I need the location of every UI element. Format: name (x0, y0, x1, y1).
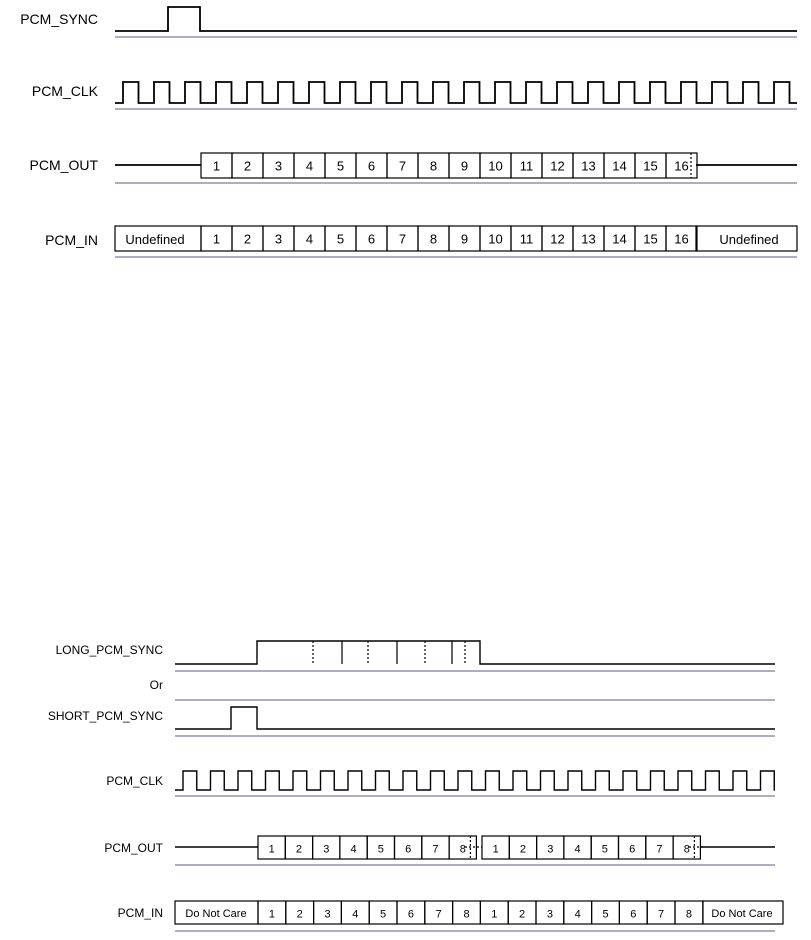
top-pcm-out-slot-label: 15 (643, 158, 658, 174)
bottom-pcm-out-slot-label: 8 (459, 843, 466, 856)
top-pcm-out-slot-label: 10 (488, 158, 503, 174)
bottom-pcm-out-slot-label: 2 (519, 843, 527, 856)
bottom-pcm-out-slot-label: 4 (350, 843, 357, 856)
top-pcm-in-slot-label: 15 (643, 231, 658, 247)
top-pcm-in-slot-label: 6 (367, 231, 376, 247)
bottom-pcm-in-slot-label: 6 (630, 908, 637, 921)
top-pcm-in-slot-label: 14 (612, 231, 627, 247)
bottom-pcm-out-slot-label: 2 (295, 843, 303, 856)
bottom-pcm-in-slot-label: 4 (352, 908, 359, 921)
bottom-pcm-in-slot-label: 7 (435, 908, 442, 921)
bottom-pcm-out-slot-label: 1 (492, 843, 499, 856)
top-timing-diagram (20, 7, 797, 257)
top-pcm-out-slot-label: 16 (674, 158, 689, 174)
top-pcm-in-slot-label: 2 (243, 231, 252, 247)
bottom-pcm-in-slot-label: 8 (685, 908, 692, 921)
top-pcm-in-slots (201, 226, 697, 251)
top-pcm-out-slots (201, 153, 697, 178)
bottom-pcm-in-slot-label: 3 (546, 908, 553, 921)
bottom-pcm-out-slot-label: 6 (405, 843, 412, 856)
top-pcm-in-slot-label: 3 (274, 231, 283, 247)
bottom-pcm-in-slots (258, 901, 703, 924)
bottom-pcm-in-slot-label: 7 (658, 908, 665, 921)
top-pcm-out-slot-label: 6 (367, 158, 376, 174)
bottom-pcm-out-slot-label: 7 (656, 843, 663, 856)
bottom-pcm-out-slot-label: 4 (574, 843, 581, 856)
top-pcm-out-slot-label: 4 (305, 158, 314, 174)
bottom-pcm-in-slot-label: 2 (519, 908, 526, 921)
top-pcm-out-slot-label: 1 (212, 158, 221, 174)
bottom-pcm-out-slots (258, 836, 703, 859)
top-pcm-in-slot-label: 9 (460, 231, 469, 247)
top-pcm-in-slot-label: 7 (398, 231, 407, 247)
top-pcm-in-slot-label: 8 (429, 231, 438, 247)
top-pcm-in-undefined-left-label: Undefined (125, 232, 185, 247)
top-pcm-in-slot-label: 16 (674, 231, 689, 247)
bottom-pcm-in-slot-label: 6 (407, 908, 414, 921)
top-pcm-in-slot-label: 12 (550, 231, 565, 247)
top-pcm-sync-signal (115, 7, 797, 37)
top-pcm-clk-signal (115, 82, 797, 109)
bottom-pcm-out-slot-label: 3 (323, 843, 330, 856)
bottom-pcm-clk-signal (175, 771, 775, 796)
top-pcm-out-slot-label: 14 (612, 158, 627, 174)
bottom-pcm-in-slot-label: 1 (268, 908, 275, 921)
top-pcm-in-slot-label: 13 (581, 231, 596, 247)
bottom-pcm-out-slot-label: 7 (432, 843, 439, 856)
bottom-pcm-in-slot-label: 5 (602, 908, 609, 921)
bottom-pcm-out-label: PCM_OUT (104, 841, 163, 855)
top-pcm-out-slot-label: 12 (550, 158, 565, 174)
bottom-short-pcm-sync-signal (175, 707, 775, 736)
bottom-long-pcm-sync-label: LONG_PCM_SYNC (55, 643, 163, 657)
top-pcm-in-slot-label: 11 (519, 231, 534, 247)
top-pcm-in-slot-label: 1 (212, 231, 221, 247)
top-pcm-in-label: PCM_IN (45, 232, 98, 248)
top-pcm-in-slot-label: 10 (488, 231, 503, 247)
bottom-timing-diagram (48, 641, 783, 931)
top-pcm-out-slot-label: 5 (336, 158, 345, 174)
bottom-pcm-in-slot-label: 8 (463, 908, 470, 921)
top-pcm-in-slot-label: 4 (305, 231, 314, 247)
bottom-pcm-in-do-not-care-left-label: Do Not Care (185, 908, 247, 920)
top-pcm-out-label: PCM_OUT (29, 157, 98, 173)
long-sync-optional-edges (313, 641, 465, 664)
top-pcm-out-slot-label: 2 (243, 158, 252, 174)
bottom-pcm-in-do-not-care-right-label: Do Not Care (711, 908, 773, 920)
bottom-pcm-in-slot-label: 5 (380, 908, 387, 921)
bottom-pcm-in-slot-label: 4 (574, 908, 581, 921)
bottom-pcm-out-slot-label: 1 (268, 843, 275, 856)
top-pcm-out-signal (115, 153, 797, 183)
top-pcm-out-slot-label: 9 (460, 158, 469, 174)
top-pcm-clk-label: PCM_CLK (31, 83, 98, 99)
bottom-pcm-in-label: PCM_IN (117, 906, 163, 920)
bottom-pcm-out-signal (175, 836, 775, 865)
top-pcm-out-slot-label: 13 (581, 158, 596, 174)
top-pcm-in-slot-label: 5 (336, 231, 345, 247)
bottom-pcm-in-slot-label: 3 (324, 908, 331, 921)
bottom-or-label: Or (149, 678, 163, 692)
bottom-pcm-out-slot-label: 8 (683, 843, 690, 856)
bottom-pcm-out-slot-label: 6 (629, 843, 636, 856)
bottom-pcm-out-slot-label: 5 (601, 843, 608, 856)
top-pcm-in-undefined-right-label: Undefined (719, 232, 779, 247)
bottom-pcm-clk-label: PCM_CLK (106, 774, 163, 788)
bottom-pcm-in-slot-label: 2 (296, 908, 303, 921)
bottom-long-pcm-sync-signal (175, 641, 775, 671)
top-pcm-sync-label: PCM_SYNC (20, 11, 98, 27)
top-pcm-out-slot-label: 3 (274, 158, 283, 174)
top-pcm-out-slot-label: 8 (429, 158, 438, 174)
top-pcm-in-signal (115, 226, 797, 257)
bottom-pcm-out-slot-label: 5 (377, 843, 384, 856)
bottom-pcm-in-signal (175, 901, 783, 931)
top-pcm-out-slot-label: 7 (398, 158, 407, 174)
bottom-short-pcm-sync-label: SHORT_PCM_SYNC (47, 709, 163, 723)
bottom-pcm-in-slot-label: 1 (491, 908, 498, 921)
top-pcm-out-slot-label: 11 (519, 158, 534, 174)
bottom-pcm-out-slot-label: 3 (547, 843, 554, 856)
